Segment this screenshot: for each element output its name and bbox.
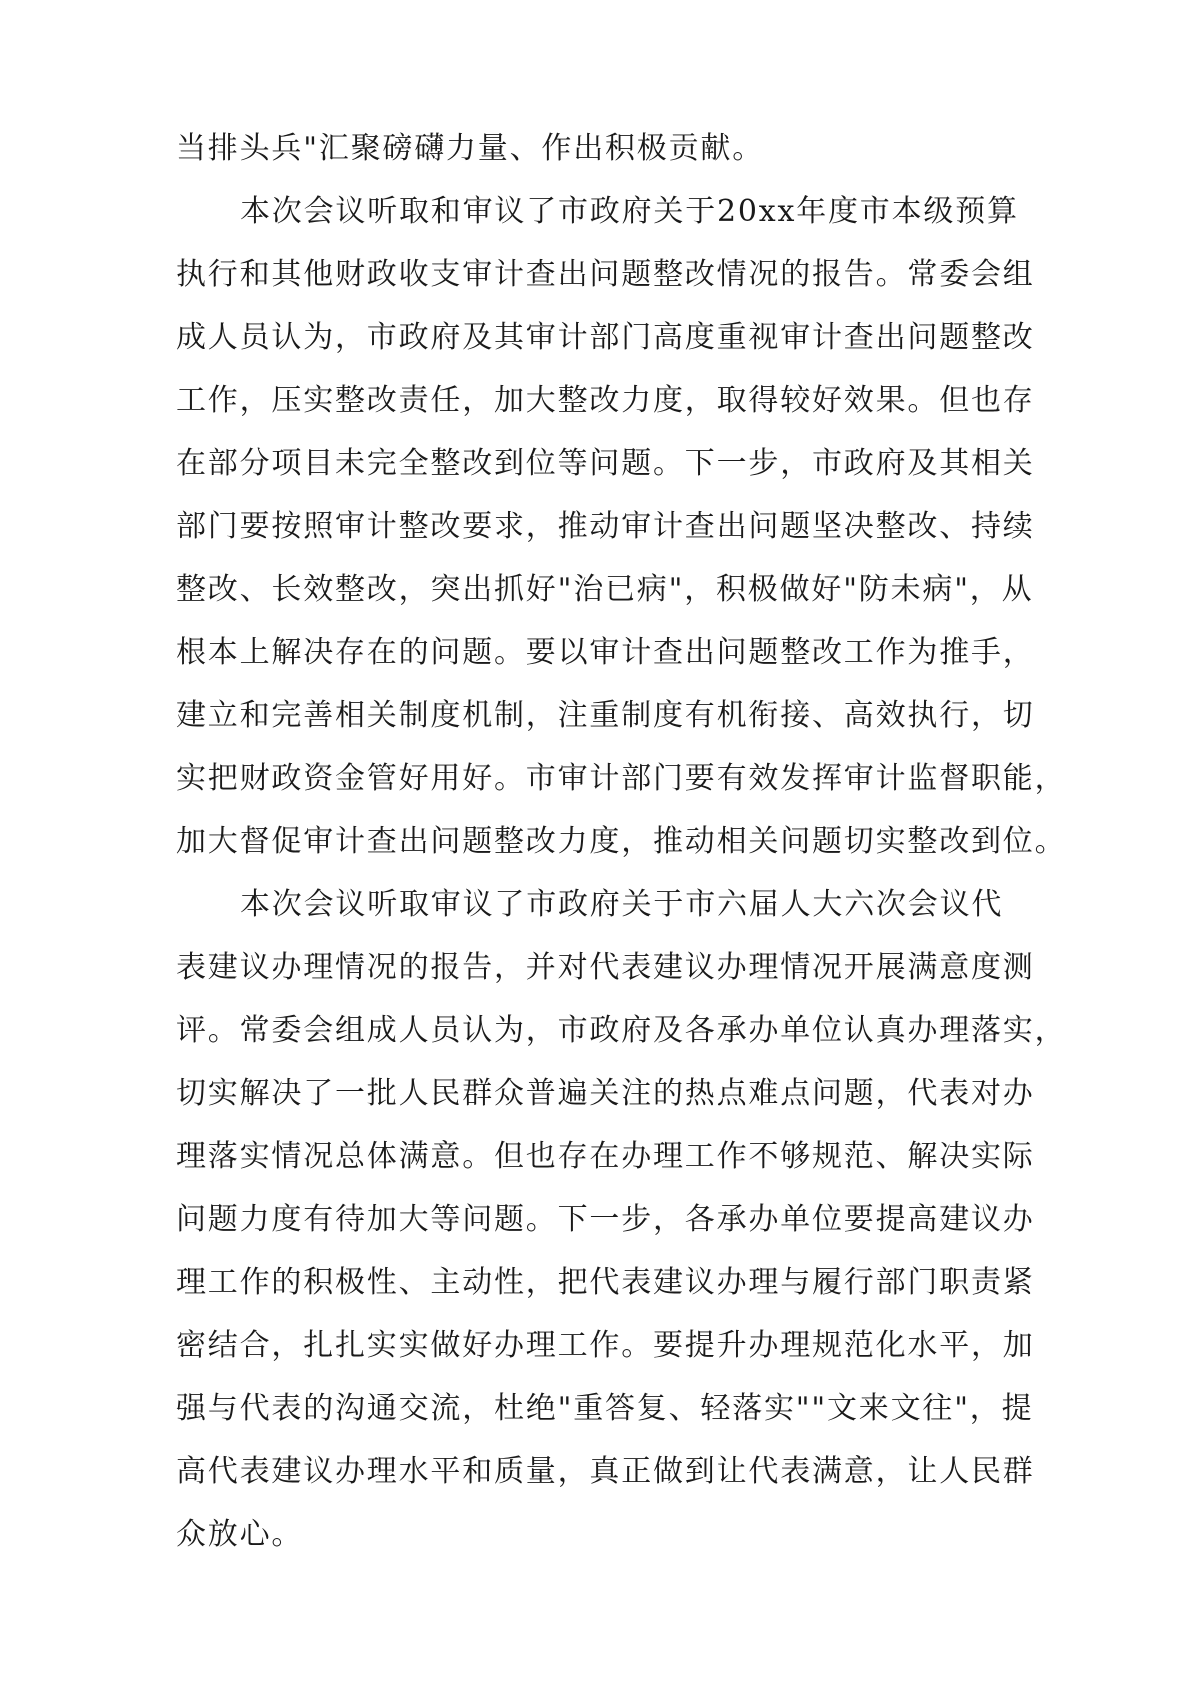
- paragraph-line: 实把财政资金管好用好。市审计部门要有效发挥审计监督职能，: [176, 761, 1067, 796]
- paragraph-line: 部门要按照审计整改要求，推动审计查出问题坚决整改、持续: [176, 509, 1035, 544]
- paragraph-line: 高代表建议办理水平和质量，真正做到让代表满意，让人民群: [176, 1454, 1035, 1489]
- paragraph-2: [176, 180, 1067, 873]
- paragraph-line: 评。常委会组成人员认为，市政府及各承办单位认真办理落实，: [176, 1013, 1067, 1048]
- paragraph-line: 加大督促审计查出问题整改力度，推动相关问题切实整改到位。: [176, 824, 1067, 859]
- paragraph-line: 整改、长效整改，突出抓好"治已病"，积极做好"防未病"，从: [176, 572, 1034, 607]
- paragraph-line: 在部分项目未完全整改到位等问题。下一步，市政府及其相关: [176, 446, 1035, 481]
- paragraph-line: 切实解决了一批人民群众普遍关注的热点难点问题，代表对办: [176, 1076, 1035, 1111]
- paragraph-line: 成人员认为，市政府及其审计部门高度重视审计查出问题整改: [176, 320, 1035, 355]
- paragraph-line: 根本上解决存在的问题。要以审计查出问题整改工作为推手，: [176, 635, 1035, 670]
- paragraph-1: [176, 117, 1036, 180]
- paragraph-line: 表建议办理情况的报告，并对代表建议办理情况开展满意度测: [176, 950, 1035, 985]
- paragraph-line: 本次会议听取审议了市政府关于市六届人大六次会议代: [240, 887, 1004, 922]
- paragraph-line: 当排头兵"汇聚磅礴力量、作出积极贡献。: [176, 131, 764, 166]
- paragraph-line: 问题力度有待加大等问题。下一步，各承办单位要提高建议办: [176, 1202, 1035, 1237]
- paragraph-line: 强与代表的沟通交流，杜绝"重答复、轻落实""文来文往"，提: [176, 1391, 1034, 1426]
- paragraph-line: 本次会议听取和审议了市政府关于20xx年度市本级预算: [240, 194, 1019, 229]
- document-body: [176, 117, 1067, 1566]
- paragraph-line: 密结合，扎扎实实做好办理工作。要提升办理规范化水平，加: [176, 1328, 1035, 1363]
- paragraph-line: 执行和其他财政收支审计查出问题整改情况的报告。常委会组: [176, 257, 1035, 292]
- paragraph-line: 工作，压实整改责任，加大整改力度，取得较好效果。但也存: [176, 383, 1035, 418]
- paragraph-line: 理落实情况总体满意。但也存在办理工作不够规范、解决实际: [176, 1139, 1035, 1174]
- paragraph-line: 建立和完善相关制度机制，注重制度有机衔接、高效执行，切: [176, 698, 1035, 733]
- paragraph-line: 理工作的积极性、主动性，把代表建议办理与履行部门职责紧: [176, 1265, 1035, 1300]
- paragraph-line: 众放心。: [176, 1517, 304, 1552]
- paragraph-3: [176, 873, 1067, 1566]
